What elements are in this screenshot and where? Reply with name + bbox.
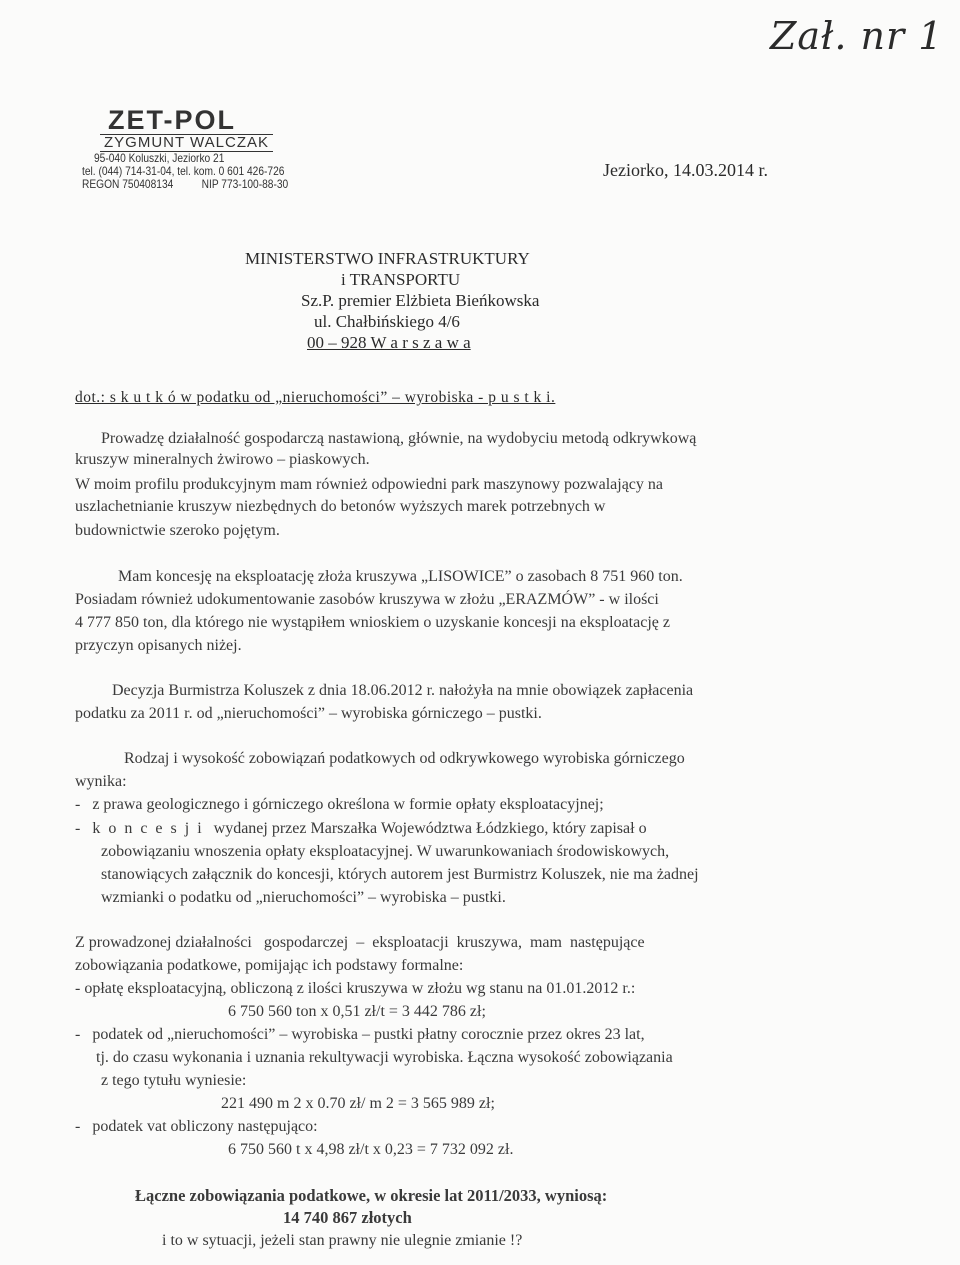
list-item: - z prawa geologicznego i górniczego określona w formie opłaty eksploatacyjnej; [75, 796, 604, 813]
paragraph-line: Decyzja Burmistrza Koluszek z dnia 18.06.2012 r. nałożyła na mnie obowiązek zapłacenia [112, 682, 694, 699]
paragraph-line: zobowiązania podatkowe, pomijając ich podstawy formalne: [75, 957, 464, 974]
subject-line: dot.: s k u t k ó w podatku od „nieruchomości” – wyrobiska - p u s t k i. [75, 389, 556, 406]
paragraph-line: z tego tytułu wyniesie: [101, 1072, 247, 1089]
recipient-line: 00 – 928 W a r s z a w a [307, 333, 471, 352]
paragraph-line: wzmianki o podatku od „nieruchomości” – wyrobiska – pustki. [101, 889, 506, 906]
list-item: - podatek vat obliczony następująco: [75, 1118, 318, 1135]
letter-date: Jeziorko, 14.03.2014 r. [603, 160, 768, 180]
list-item: - podatek od „nieruchomości” – wyrobiska – pustki płatny corocznie przez okres 23 lat, [75, 1026, 645, 1043]
paragraph-line: przyczyn opisanych niżej. [75, 637, 242, 654]
paragraph-line: zobowiązaniu wnoszenia opłaty eksploatacyjnej. W uwarunkowaniach środowiskowych, [101, 843, 670, 860]
calculation-line: 221 490 m 2 x 0.70 zł/ m 2 = 3 565 989 zł; [221, 1095, 495, 1112]
calculation-line: 6 750 560 ton x 0,51 zł/t = 3 442 786 zł; [228, 1003, 486, 1020]
recipient-line: Sz.P. premier Elżbieta Bieńkowska [301, 291, 540, 310]
paragraph-line: Mam koncesję na eksploatację złoża kruszywa „LISOWICE” o zasobach 8 751 960 ton. [118, 568, 683, 585]
summary-heading: Łączne zobowiązania podatkowe, w okresie lat 2011/2033, wyniosą: [135, 1186, 608, 1205]
paragraph-line: W moim profilu produkcyjnym mam również odpowiedni park maszynowy pozwalający na [75, 476, 663, 493]
list-item: - k o n c e s j i wydanej przez Marszałka Województwa Łódzkiego, który zapisał o [75, 820, 647, 837]
paragraph-line: Posiadam również udokumentowanie zasobów kruszywa w złożu „ERAZMÓW” - w ilości [75, 591, 659, 608]
calculation-line: 6 750 560 t x 4,98 zł/t x 0,23 = 7 732 092 zł. [228, 1141, 514, 1158]
recipient-line: MINISTERSTWO INFRASTRUKTURY [245, 249, 530, 268]
paragraph-line: kruszyw mineralnych żwirowo – piaskowych. [75, 451, 370, 468]
stamp-logo: ZET-POL [108, 105, 236, 135]
recipient-line: ul. Chałbińskiego 4/6 [314, 312, 460, 331]
paragraph-line: stanowiących załącznik do koncesji, których autorem jest Burmistrz Koluszek, nie ma żadnej [101, 866, 699, 883]
summary-note: i to w sytuacji, jeżeli stan prawny nie ulegnie zmianie !? [162, 1232, 523, 1249]
list-item: - opłatę eksploatacyjną, obliczoną z ilości kruszywa w złożu wg stanu na 01.01.2012 r.: [75, 980, 636, 997]
paragraph-line: Z prowadzonej działalności gospodarczej – eksploatacji kruszywa, mam następujące [75, 934, 645, 951]
paragraph-line: Prowadzę działalność gospodarczą nastawioną, głównie, na wydobyciu metodą odkrywkową [101, 430, 697, 447]
paragraph-line: uszlachetnianie kruszyw niezbędnych do betonów wyższych marek potrzebnych w [75, 498, 606, 515]
recipient-block [245, 248, 539, 353]
stamp-ids: REGON 750408134 NIP 773-100-88-30 [82, 177, 289, 191]
recipient-line: i TRANSPORTU [341, 270, 461, 289]
paragraph-line: 4 777 850 ton, dla którego nie wystąpiłem wnioskiem o uzyskanie koncesji na eksploatację z [75, 614, 670, 631]
company-stamp [82, 106, 325, 191]
paragraph-line: wynika: [75, 773, 127, 790]
paragraph-line: tj. do czasu wykonania i uznania rekultywacji wyrobiska. Łączna wysokość zobowiązania [96, 1049, 673, 1066]
stamp-phones: tel. (044) 714-31-04, tel. kom. 0 601 426-726 [82, 164, 285, 178]
paragraph-line: Rodzaj i wysokość zobowiązań podatkowych od odkrywkowego wyrobiska górniczego [124, 750, 685, 767]
paragraph-line: podatku za 2011 r. od „nieruchomości” – wyrobiska górniczego – pustki. [75, 705, 542, 722]
annotation-handwritten: Zał. nr 1 [770, 14, 944, 58]
summary-amount: 14 740 867 złotych [283, 1208, 412, 1227]
stamp-address: 95-040 Koluszki, Jeziorko 21 [94, 151, 225, 165]
stamp-owner: ZYGMUNT WALCZAK [100, 134, 273, 152]
paragraph-line: budownictwie szeroko pojętym. [75, 522, 280, 539]
